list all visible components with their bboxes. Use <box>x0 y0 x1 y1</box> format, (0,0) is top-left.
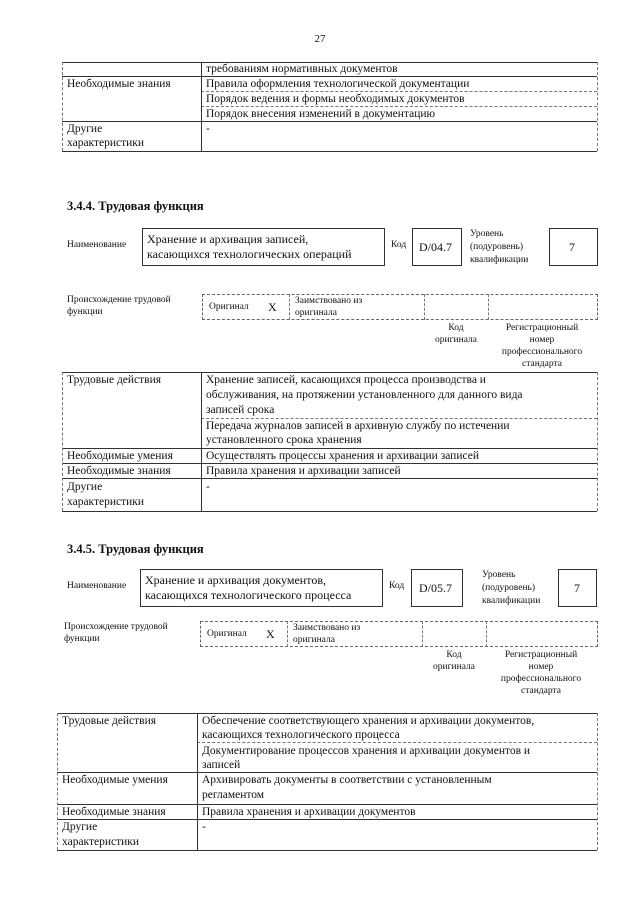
actions-label: Трудовые действия <box>67 374 162 386</box>
origin-divider <box>486 621 487 647</box>
table-border <box>57 713 58 850</box>
action-line: установленного срока хранения <box>206 434 362 446</box>
knowledge-value: Правила хранения и архивации записей <box>206 465 401 477</box>
knowledge-item: Порядок ведения и формы необходимых документов <box>206 93 465 105</box>
reg-number-caption: стандарта <box>521 686 561 696</box>
origin-divider <box>289 294 290 320</box>
origin-box <box>202 294 598 320</box>
origin-divider <box>287 621 288 647</box>
action-line: обслуживания, на протяжении установленного для данного вида <box>206 389 523 401</box>
origin-label: функции <box>67 307 103 317</box>
action-line: Обеспечение соответствующего хранения и архивации документов, <box>202 715 535 727</box>
other-label: Другие <box>67 481 103 493</box>
table-border <box>57 850 597 851</box>
code-original-caption: оригинала <box>433 662 475 672</box>
reg-number-caption: стандарта <box>522 359 562 369</box>
other-value: - <box>206 481 210 493</box>
other-label: Другие <box>67 123 103 135</box>
function-code: D/05.7 <box>419 581 452 595</box>
knowledge-label: Необходимые знания <box>67 465 171 477</box>
function-name: касающихся технологического процесса <box>145 588 352 602</box>
borrowed-label: оригинала <box>295 308 337 318</box>
reg-number-caption: номер <box>528 662 554 672</box>
original-label: Оригинал <box>207 629 247 639</box>
name-label: Наименование <box>67 240 127 250</box>
other-value: - <box>206 123 210 135</box>
knowledge-label: Необходимые знания <box>67 78 171 90</box>
table-border <box>197 742 597 743</box>
reg-number-caption: номер <box>529 335 555 345</box>
level-label: (подуровень) <box>482 583 536 593</box>
reg-number-caption: профессионального <box>500 674 582 684</box>
level-label: Уровень <box>482 570 516 580</box>
level-box <box>549 228 598 266</box>
knowledge-label: Необходимые знания <box>62 806 166 818</box>
code-label: Код <box>391 240 407 250</box>
level-label: (подуровень) <box>470 242 524 252</box>
table-border <box>62 121 597 122</box>
knowledge-item: Порядок внесения изменений в документацию <box>206 108 436 120</box>
table-border <box>201 372 202 511</box>
skills-label: Необходимые умения <box>62 774 168 786</box>
original-mark: X <box>268 300 277 314</box>
table-border <box>62 478 597 479</box>
qualification-level: 7 <box>574 581 580 595</box>
level-box <box>558 569 597 607</box>
action-line: Хранение записей, касающихся процесса производства и <box>206 374 486 386</box>
borrowed-label: оригинала <box>293 635 335 645</box>
code-original-caption: оригинала <box>435 335 477 345</box>
origin-label: Происхождение трудовой <box>64 622 168 632</box>
other-label: характеристики <box>67 137 145 149</box>
origin-label: Происхождение трудовой <box>67 295 171 305</box>
action-line: Передача журналов записей в архивную службу по истечении <box>206 420 510 432</box>
other-label: Другие <box>62 821 98 833</box>
table-border <box>597 372 598 511</box>
knowledge-item: Правила оформления технологической документации <box>206 78 470 90</box>
actions-label: Трудовые действия <box>62 715 157 727</box>
reg-number-caption: профессионального <box>501 347 583 357</box>
table-border <box>62 372 63 511</box>
action-line: касающихся технологического процесса <box>202 729 400 741</box>
other-value: - <box>202 821 206 833</box>
code-original-caption: Код <box>446 650 462 660</box>
original-label: Оригинал <box>209 302 249 312</box>
level-label: квалификации <box>482 596 541 606</box>
function-name: Хранение и архивация документов, <box>145 573 326 587</box>
skills-value: Архивировать документы в соответствии с установленным <box>202 774 492 786</box>
section-heading: 3.4.4. Трудовая функция <box>67 199 204 213</box>
table-border <box>62 62 63 151</box>
reg-number-caption: Регистрационный <box>505 323 579 333</box>
code-box <box>412 228 462 266</box>
code-box <box>411 569 463 607</box>
section-heading: 3.4.5. Трудовая функция <box>67 542 204 556</box>
origin-divider <box>488 294 489 320</box>
table-border <box>57 819 597 820</box>
table-border <box>62 151 597 152</box>
skills-value: регламентом <box>202 789 265 801</box>
origin-box <box>200 621 598 647</box>
origin-label: функции <box>64 634 100 644</box>
table-border <box>197 713 198 850</box>
level-label: квалификации <box>470 255 529 265</box>
other-label: характеристики <box>62 836 140 848</box>
function-code: D/04.7 <box>419 240 452 254</box>
table-border <box>597 713 598 850</box>
action-line: Документирование процессов хранения и архивации документов и <box>202 745 531 757</box>
function-name: Хранение и архивация записей, <box>147 232 309 246</box>
qualification-level: 7 <box>569 240 575 254</box>
reg-number-caption: Регистрационный <box>504 650 578 660</box>
name-box <box>142 228 385 266</box>
skills-value: Осуществлять процессы хранения и архивации записей <box>206 450 479 462</box>
code-label: Код <box>389 581 405 591</box>
knowledge-value: Правила хранения и архивации документов <box>202 806 416 818</box>
name-box <box>140 569 383 607</box>
level-label: Уровень <box>470 229 504 239</box>
name-label: Наименование <box>67 581 127 591</box>
origin-divider <box>424 294 425 320</box>
page-number: 27 <box>314 33 326 45</box>
borrowed-label: Заимствовано из <box>293 623 361 633</box>
table-border <box>201 62 202 151</box>
code-original-caption: Код <box>448 323 464 333</box>
other-label: характеристики <box>67 496 145 508</box>
action-line: записей срока <box>206 404 275 416</box>
continued-text: требованиям нормативных документов <box>206 63 398 75</box>
origin-divider <box>422 621 423 647</box>
borrowed-label: Заимствовано из <box>295 296 363 306</box>
function-name: касающихся технологических операций <box>147 247 352 261</box>
table-border <box>597 62 598 151</box>
skills-label: Необходимые умения <box>67 450 173 462</box>
original-mark: X <box>266 627 275 641</box>
action-line: записей <box>202 759 241 771</box>
table-border <box>62 511 597 512</box>
